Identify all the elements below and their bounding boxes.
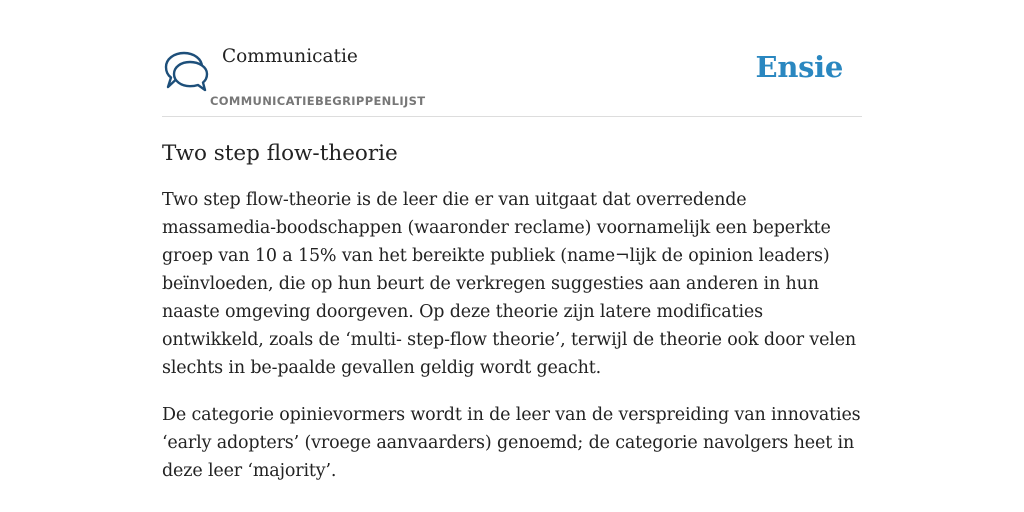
category-title[interactable]: Communicatie — [222, 46, 358, 67]
brand-logo[interactable]: Ensie — [755, 50, 843, 84]
header — [162, 0, 862, 117]
entry-title: Two step flow-theorie — [162, 141, 398, 166]
speech-bubbles-icon — [164, 49, 210, 93]
source-name[interactable]: COMMUNICATIEBEGRIPPENLIJST — [210, 94, 426, 108]
entry-content — [162, 138, 862, 485]
entry-paragraph: De categorie opinievormers wordt in de leer van de verspreiding van innovaties ‘early adopters’ (vroege aanvaarders) genoemd; de categorie navolgers heet in deze leer ‘majority’. — [162, 405, 861, 481]
entry-paragraph: Two step flow-theorie is de leer die er van uitgaat dat overredende massamedia-boodschappen (waaronder reclame) voornamelijk een beperkte groep van 10 a 15% van het bereikte publiek (name¬lijk de opinion leaders) beïnvloeden, die op hun beurt de verkregen suggesties aan anderen in hun naaste omgeving doorgeven. Op deze theorie zijn latere modificaties ontwikkeld, zoals de ‘multi- step-flow theorie’, terwijl de theorie ook door velen slechts in be-paalde gevallen geldig wordt geacht. — [162, 190, 857, 378]
